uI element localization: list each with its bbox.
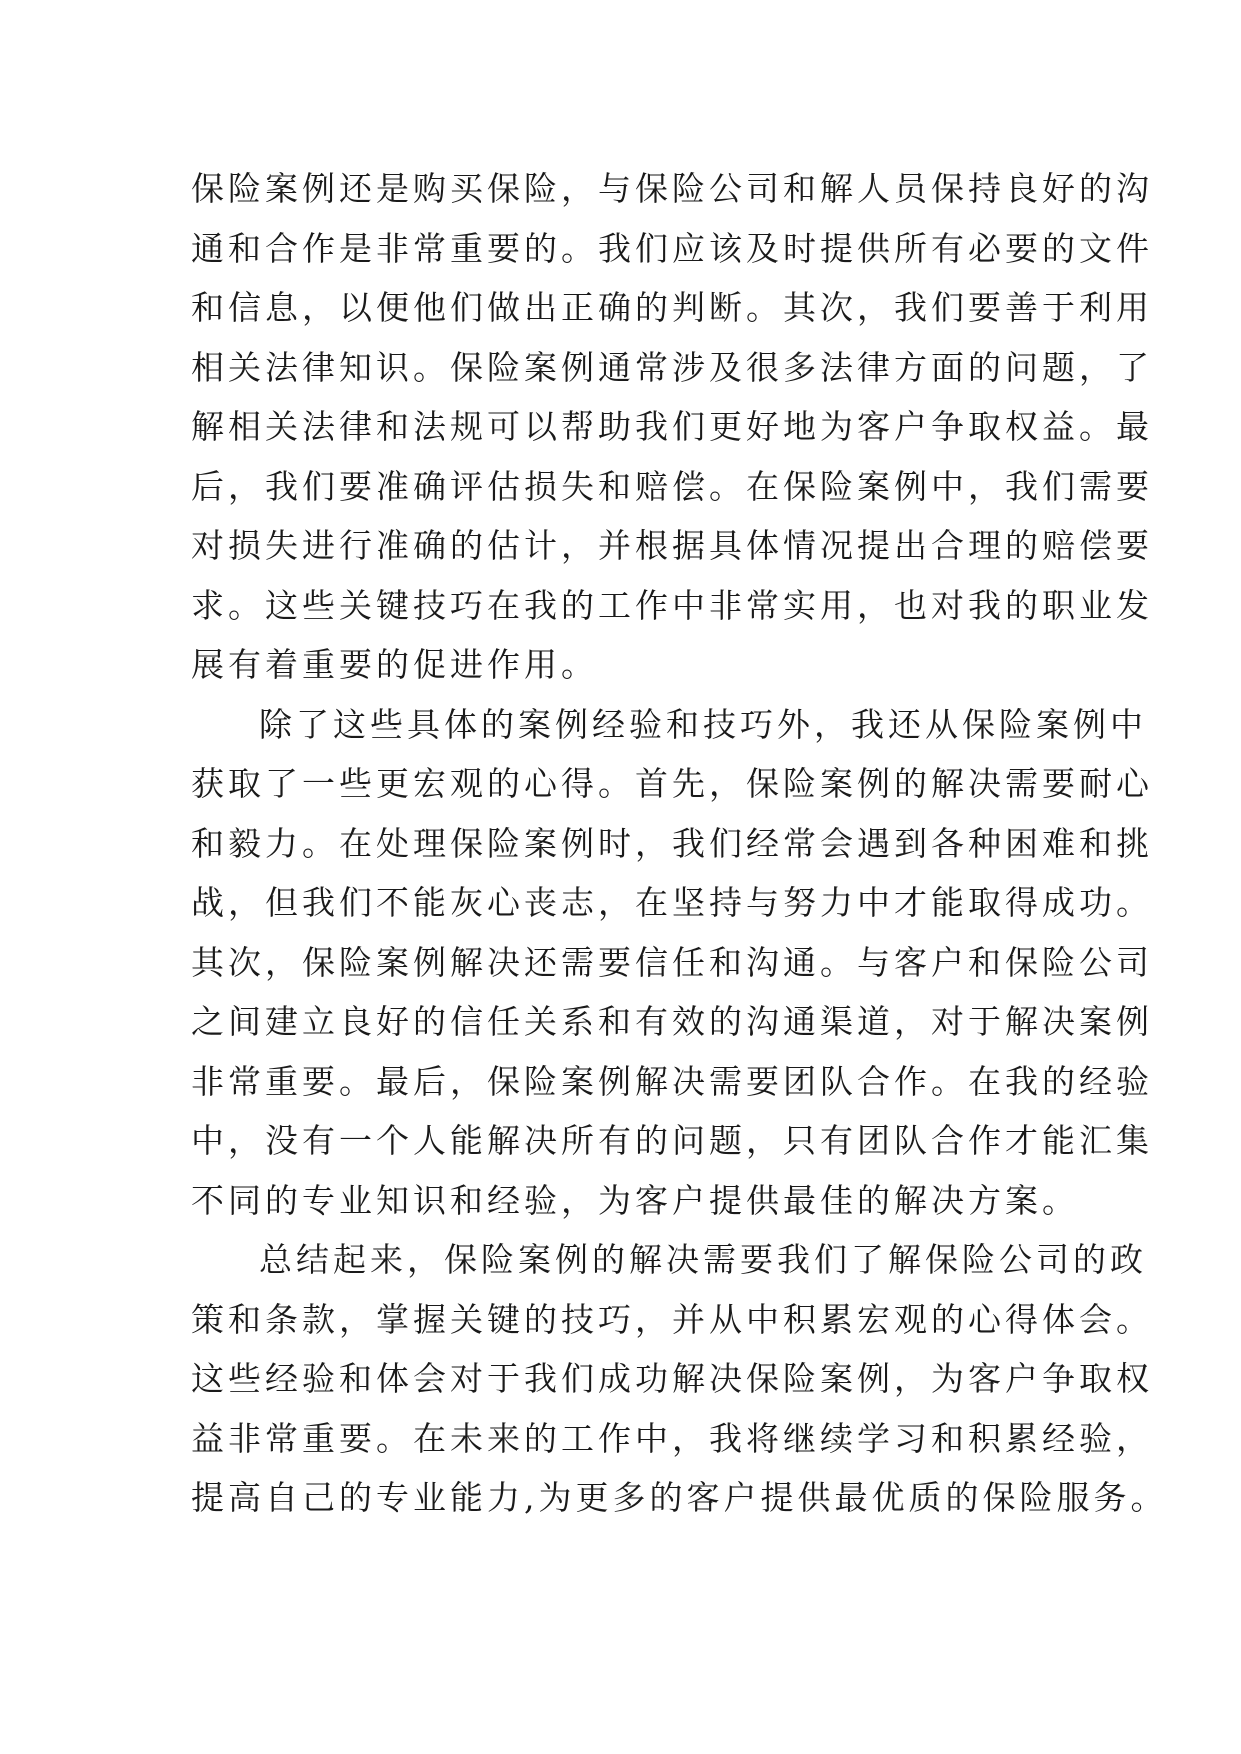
paragraph-line: 获取了一些更宏观的心得。首先，保险案例的解决需要耐心 [191, 764, 1153, 803]
paragraph-line: 求。这些关键技巧在我的工作中非常实用，也对我的职业发 [191, 585, 1153, 625]
paragraph-line: 提高自己的专业能力,为更多的客户提供最优质的保险服务。 [191, 1478, 1168, 1517]
paragraph-line: 益非常重要。在未来的工作中，我将继续学习和积累经验， [191, 1418, 1153, 1458]
paragraph-line: 对损失进行准确的估计，并根据具体情况提出合理的赔偿要 [191, 526, 1153, 565]
paragraph-line: 和信息，以便他们做出正确的判断。其次，我们要善于利用 [191, 288, 1153, 327]
paragraph-line: 这些经验和体会对于我们成功解决保险案例，为客户争取权 [191, 1359, 1153, 1398]
paragraph-line: 策和条款，掌握关键的技巧，并从中积累宏观的心得体会。 [191, 1299, 1153, 1339]
paragraph-line: 通和合作是非常重要的。我们应该及时提供所有必要的文件 [191, 228, 1153, 268]
paragraph-line: 和毅力。在处理保险案例时，我们经常会遇到各种困难和挑 [191, 823, 1153, 863]
paragraph-1 [191, 159, 1153, 695]
paragraph-line: 不同的专业知识和经验，为客户提供最佳的解决方案。 [191, 1180, 1079, 1220]
paragraph-line: 中，没有一个人能解决所有的问题，只有团队合作才能汇集 [191, 1121, 1153, 1160]
paragraph-line: 之间建立良好的信任关系和有效的沟通渠道，对于解决案例 [191, 1002, 1153, 1041]
paragraph-line: 后，我们要准确评估损失和赔偿。在保险案例中，我们需要 [191, 466, 1153, 506]
paragraph-first-line: 总结起来，保险案例的解决需要我们了解保险公司的政 [259, 1240, 1147, 1279]
paragraph-first-line: 除了这些具体的案例经验和技巧外，我还从保险案例中 [259, 704, 1147, 744]
paragraph-2 [191, 695, 1153, 1231]
document-body [191, 159, 1168, 1528]
paragraph-line: 战，但我们不能灰心丧志，在坚持与努力中才能取得成功。 [191, 883, 1153, 922]
paragraph-line: 保险案例还是购买保险，与保险公司和解人员保持良好的沟 [191, 169, 1153, 208]
paragraph-line: 展有着重要的促进作用。 [191, 645, 598, 684]
paragraph-line: 解相关法律和法规可以帮助我们更好地为客户争取权益。最 [191, 407, 1153, 446]
paragraph-line: 其次，保险案例解决还需要信任和沟通。与客户和保险公司 [191, 942, 1153, 982]
paragraph-3 [191, 1230, 1168, 1528]
paragraph-line: 相关法律知识。保险案例通常涉及很多法律方面的问题，了 [191, 347, 1153, 387]
paragraph-line: 非常重要。最后，保险案例解决需要团队合作。在我的经验 [191, 1061, 1153, 1101]
